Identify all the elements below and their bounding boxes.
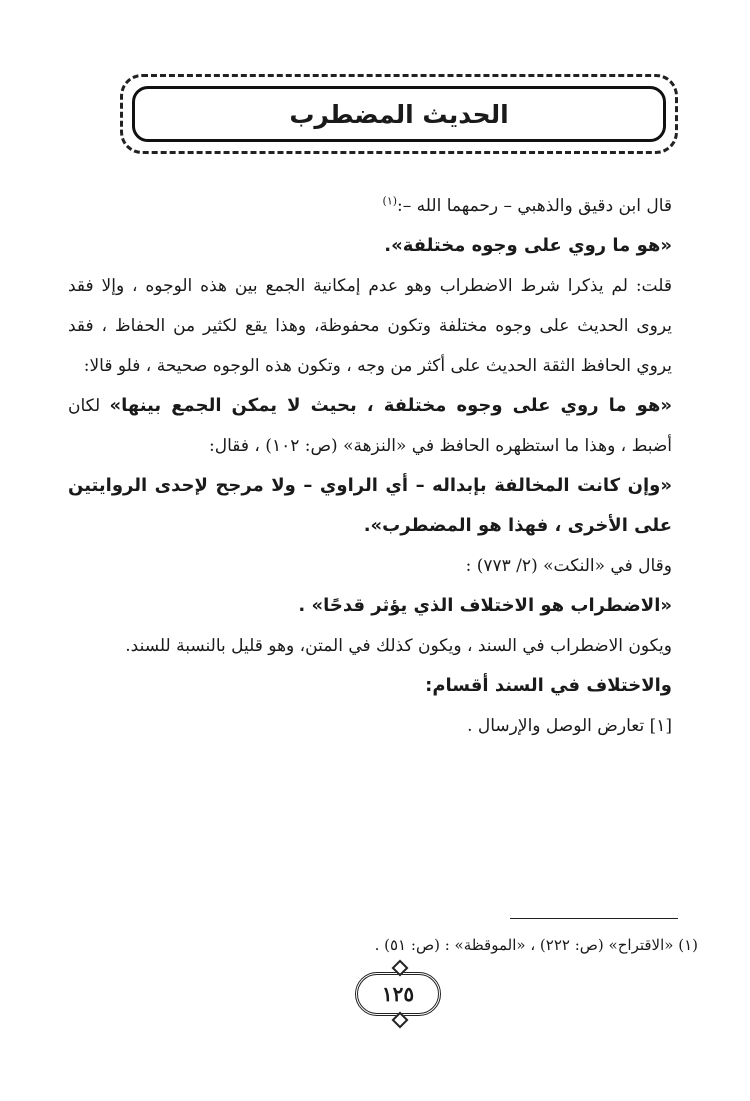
definition-quote: «هو ما روي على وجوه مختلفة». (384, 235, 672, 256)
refined-definition-paragraph (68, 386, 698, 466)
page-body (68, 186, 698, 746)
page-number (355, 972, 441, 1016)
nukat-quote: «الاضطراب هو الاختلاف الذي يؤثر قدحًا» . (298, 595, 672, 616)
chapter-title-frame (120, 74, 678, 154)
nukat-citation: وقال في «النكت» (٢/ ٧٧٣) : (465, 556, 672, 576)
refined-definition-quote: «هو ما روي على وجوه مختلفة ، بحيث لا يمكن الجمع بينها» (109, 395, 672, 416)
chapter-title-box (132, 86, 666, 142)
footnote-marker[interactable]: (١) (382, 194, 398, 208)
nuzha-citation-text: لكان أضبط ، وهذا ما استظهره الحافظ في «النزهة» (ص: ١٠٢) ، فقال: (68, 396, 672, 456)
footnote: (١) «الاقتراح» (ص: ٢٢٢) ، «الموقظة» : (ص: ٥١) . (374, 936, 698, 954)
commentary-paragraph: قلت: لم يذكرا شرط الاضطراب وهو عدم إمكانية الجمع بين هذه الوجوه ، وإلا فقد يروى الحديث على وجوه مختلفة وتكون محفوظة، وهذا يقع لكثير من الحفاظ ، فقد يروي الحافظ الثقة الحديث على أكثر من وجه ، وتكون هذه الوجوه صحيحة ، فلو قالا: (68, 276, 673, 376)
intro-line (68, 186, 698, 226)
section-heading: والاختلاف في السند أقسام: (425, 675, 672, 696)
chapter-title: الحديث المضطرب (289, 99, 509, 129)
sanad-matn-paragraph: ويكون الاضطراب في السند ، ويكون كذلك في المتن، وهو قليل بالنسبة للسند. (125, 636, 672, 656)
intro-text: قال ابن دقيق والذهبي – رحمهما الله –: (397, 196, 672, 216)
footnote-divider (510, 918, 678, 919)
nuzha-quote: «وإن كانت المخالفة بإبداله – أي الراوي – ولا مرجح لإحدى الروايتين على الأخرى ، فهذا هو المضطرب». (68, 475, 672, 536)
page-number-text: ١٢٥ (381, 982, 415, 1006)
list-item: [١] تعارض الوصل والإرسال . (467, 716, 672, 736)
